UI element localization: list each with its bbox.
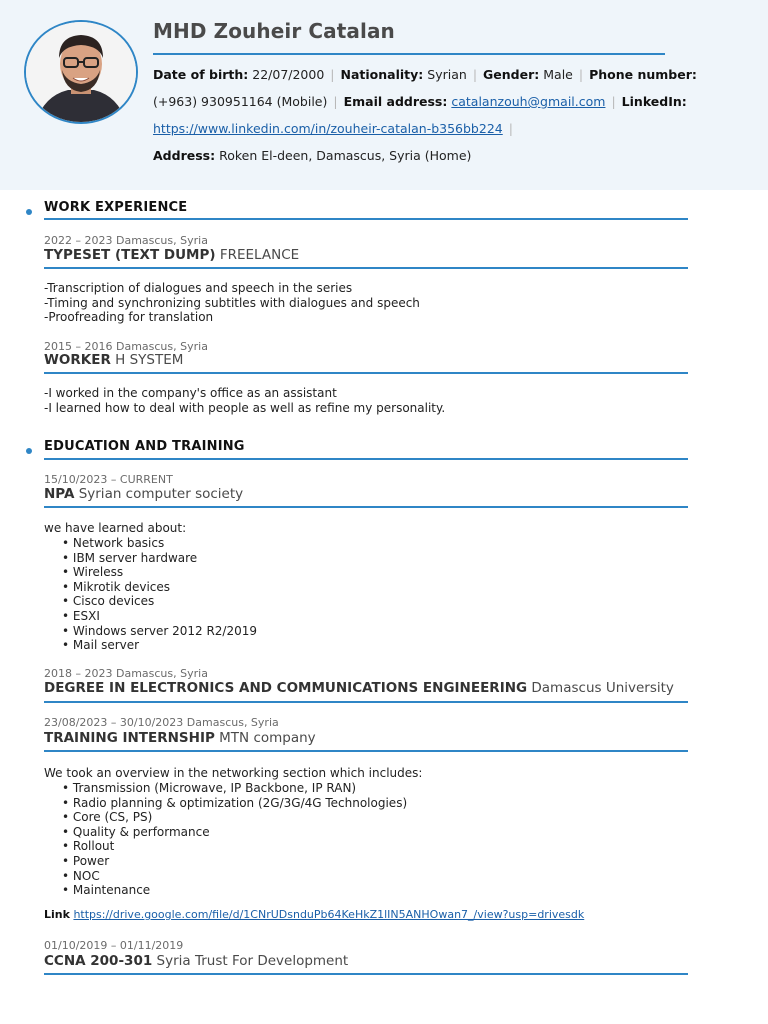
description-line: -Timing and synchronizing subtitles with dialogues and speech (44, 295, 420, 310)
address-label: Address: (153, 148, 216, 163)
separator: | (333, 94, 338, 109)
entry-role: WORKER (44, 352, 111, 368)
section-divider (44, 218, 688, 220)
entry-organization: Syrian computer society (78, 486, 244, 502)
entry-meta: 2018 – 2023 Damascus, Syria (44, 667, 208, 680)
list-item: • Wireless (62, 565, 257, 580)
list-item: • Quality & performance (62, 825, 407, 840)
intro-text: we have learned about: (44, 521, 187, 535)
list-item: • Network basics (62, 536, 257, 551)
section-bullet (26, 448, 32, 454)
separator: | (578, 67, 584, 82)
entry-meta: 01/10/2019 – 01/11/2019 (44, 939, 184, 952)
entry-description (44, 281, 420, 325)
personal-info-line-1 (153, 67, 697, 82)
address-value: Roken El-deen, Damascus, Syria (Home) (219, 148, 472, 163)
entry-title (44, 953, 348, 969)
entry-organization: FREELANCE (219, 247, 300, 263)
list-item: • IBM server hardware (62, 551, 257, 566)
section-title-work-experience: WORK EXPERIENCE (44, 200, 188, 215)
entry-divider (44, 372, 688, 374)
profile-photo (24, 20, 138, 124)
gender-label: Gender: (483, 67, 540, 82)
nationality-label: Nationality: (340, 67, 424, 82)
entry-title (44, 730, 316, 746)
list-item: • Maintenance (62, 883, 407, 898)
dob-label: Date of birth: (153, 67, 249, 82)
list-item: • Cisco devices (62, 594, 257, 609)
entry-divider (44, 750, 688, 752)
section-divider (44, 458, 688, 460)
personal-info-line-4 (153, 148, 471, 163)
entry-divider (44, 701, 688, 703)
separator: | (330, 67, 335, 82)
entry-meta: 2015 – 2016 Damascus, Syria (44, 340, 208, 353)
list-item: • ESXI (62, 609, 257, 624)
entry-divider (44, 506, 688, 508)
entry-meta: 2022 – 2023 Damascus, Syria (44, 234, 208, 247)
topics-list (62, 536, 257, 653)
entry-role: CCNA 200-301 (44, 953, 153, 969)
entry-organization: Damascus University (531, 680, 674, 696)
entry-intro (44, 521, 186, 536)
personal-info-line-2 (153, 94, 687, 109)
dob-value: 22/07/2000 (252, 67, 325, 82)
entry-description (44, 386, 445, 415)
name-divider (153, 53, 665, 55)
list-item: • Core (CS, PS) (62, 810, 407, 825)
list-item: • Mikrotik devices (62, 580, 257, 595)
list-item: • Power (62, 854, 407, 869)
entry-role: TRAINING INTERNSHIP (44, 730, 215, 746)
link-label: Link (44, 908, 70, 921)
separator: | (472, 67, 478, 82)
intro-text: We took an overview in the networking section which includes: (44, 766, 423, 780)
separator: | (508, 121, 513, 136)
phone-value: (+963) 930951164 (Mobile) (153, 94, 328, 109)
phone-label: Phone number: (589, 67, 697, 82)
document-link-line (44, 908, 584, 921)
entry-organization: H SYSTEM (115, 352, 184, 368)
entry-organization: Syria Trust For Development (156, 953, 349, 969)
list-item: • Radio planning & optimization (2G/3G/4G Technologies) (62, 796, 407, 811)
list-item: • Windows server 2012 R2/2019 (62, 624, 257, 639)
entry-intro (44, 766, 422, 781)
list-item: • NOC (62, 869, 407, 884)
entry-meta: 15/10/2023 – CURRENT (44, 473, 173, 486)
list-item: • Transmission (Microwave, IP Backbone, IP RAN) (62, 781, 407, 796)
email-link[interactable]: catalanzouh@gmail.com (451, 94, 606, 109)
person-portrait-icon (26, 22, 136, 122)
entry-title (44, 247, 299, 263)
description-line: -Transcription of dialogues and speech in the series (44, 281, 353, 295)
topics-list (62, 781, 407, 898)
entry-title (44, 486, 243, 502)
entry-organization: MTN company (219, 730, 316, 746)
separator: | (611, 94, 616, 109)
list-item: • Rollout (62, 839, 407, 854)
entry-title (44, 680, 674, 696)
entry-title (44, 352, 183, 368)
personal-info-line-3 (153, 121, 519, 136)
email-label: Email address: (343, 94, 448, 109)
profile-header (0, 0, 768, 190)
section-bullet (26, 209, 32, 215)
nationality-value: Syrian (427, 67, 467, 82)
entry-role: DEGREE IN ELECTRONICS AND COMMUNICATIONS ENGINEERING (44, 680, 528, 696)
candidate-name: MHD Zouheir Catalan (153, 19, 395, 43)
linkedin-link[interactable]: https://www.linkedin.com/in/zouheir-catalan-b356bb224 (153, 121, 503, 136)
entry-role: NPA (44, 486, 75, 502)
section-title-education: EDUCATION AND TRAINING (44, 439, 245, 454)
linkedin-label: LinkedIn: (621, 94, 687, 109)
gender-value: Male (543, 67, 573, 82)
description-line: -Proofreading for translation (44, 310, 214, 325)
entry-divider (44, 267, 688, 269)
entry-role: TYPESET (TEXT DUMP) (44, 247, 216, 263)
list-item: • Mail server (62, 638, 257, 653)
entry-meta: 23/08/2023 – 30/10/2023 Damascus, Syria (44, 716, 279, 729)
drive-document-link[interactable]: https://drive.google.com/file/d/1CNrUDsnduPb64KeHkZ1lIN5ANHOwan7_/view?usp=drivesdk (73, 908, 585, 921)
description-line: -I learned how to deal with people as well as refine my personality. (44, 400, 446, 415)
entry-divider (44, 973, 688, 975)
description-line: -I worked in the company's office as an assistant (44, 386, 337, 400)
